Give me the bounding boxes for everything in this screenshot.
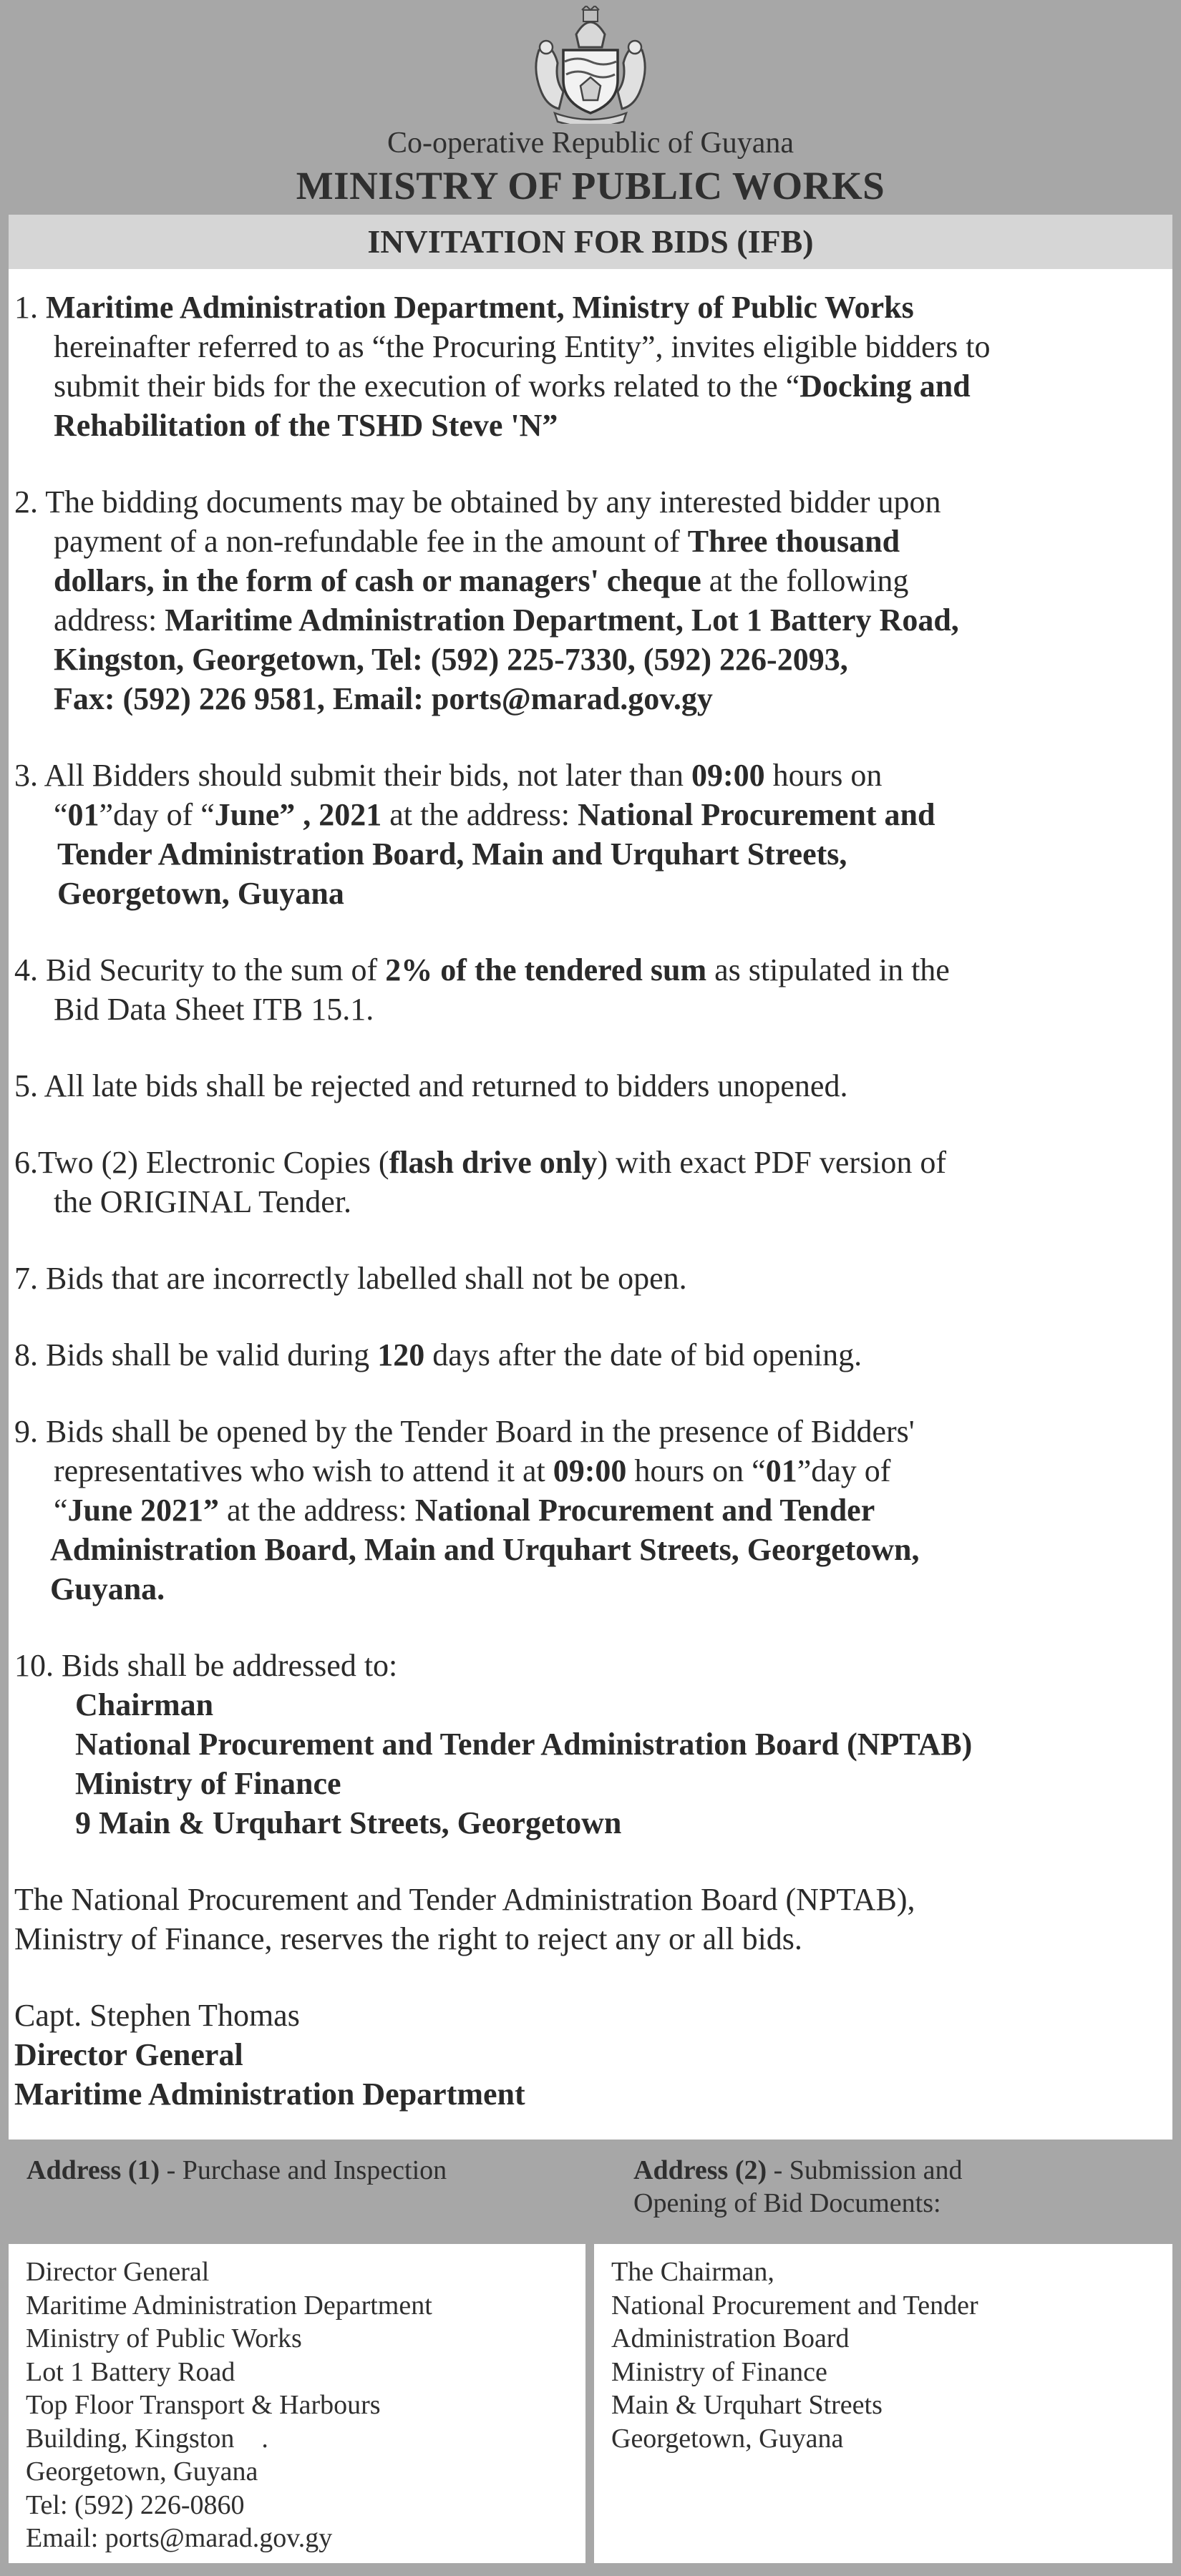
item-text: days after the date of bid opening. (424, 1337, 862, 1372)
address-line: Lot 1 Battery Road (26, 2356, 235, 2387)
item-text: Bids shall be addressed to: (62, 1648, 398, 1683)
address-2-label: Address (2) (633, 2155, 767, 2185)
item-text: Georgetown, Guyana (57, 876, 344, 911)
reservation-line: Ministry of Finance, reserves the right to reject any or all bids. (14, 1921, 802, 1956)
addressee-line: Ministry of Finance (75, 1766, 341, 1801)
item-text: All Bidders should submit their bids, not later than (44, 758, 691, 793)
item-text: “ (54, 1493, 68, 1528)
item-number: 6. (14, 1145, 38, 1180)
item-text: address: (54, 602, 165, 638)
item-text: Bids shall be opened by the Tender Board in the presence of Bidders' (46, 1414, 915, 1449)
reservation-statement (14, 1880, 1164, 1958)
address-line: Tel: (592) 226-0860 (26, 2489, 245, 2520)
item-text: at the address: (219, 1493, 415, 1528)
address-2-caption: Opening of Bid Documents: (633, 2188, 941, 2218)
address-2-heading (633, 2154, 963, 2220)
item-text: The bidding documents may be obtained by any interested bidder upon (45, 484, 941, 519)
item-4 (14, 950, 1164, 1029)
header (0, 0, 1181, 215)
address-line: Main & Urquhart Streets (611, 2390, 883, 2420)
coat-of-arms-icon (526, 6, 655, 124)
item-6 (14, 1143, 1164, 1221)
item-number: 10. (14, 1648, 54, 1683)
item-text: at the following (701, 563, 909, 598)
item-number: 9. (14, 1414, 38, 1449)
item-text: Tender Administration Board, Main and Urquhart Streets, (57, 836, 847, 872)
address-1-caption: - Purchase and Inspection (160, 2155, 447, 2185)
item-8 (14, 1335, 1164, 1375)
item-text: 120 (377, 1337, 425, 1372)
item-text: Guyana. (50, 1571, 165, 1606)
signatory-department: Maritime Administration Department (14, 2077, 525, 2112)
item-text: ) with exact PDF version of (597, 1145, 947, 1180)
item-number: 5. (14, 1068, 38, 1103)
item-number: 1. (14, 290, 38, 325)
item-text: Three thousand (687, 524, 900, 559)
item-text: submit their bids for the execution of works related to the “ (54, 369, 800, 404)
item-number: 3. (14, 758, 38, 793)
item-text: Fax: (592) 226 9581, Email: ports@marad.gov.gy (54, 681, 713, 716)
address-line: Email: ports@marad.gov.gy (26, 2523, 333, 2553)
item-1 (14, 288, 1164, 445)
address-line: Ministry of Finance (611, 2356, 827, 2387)
item-text: hours on “ (626, 1453, 766, 1488)
addressee-line: Chairman (75, 1687, 214, 1722)
document-title: INVITATION FOR BIDS (IFB) (9, 215, 1172, 269)
item-number: 7. (14, 1261, 38, 1296)
item-text: as stipulated in the (706, 952, 950, 987)
item-7 (14, 1259, 1164, 1298)
item-text: hours on (764, 758, 883, 793)
address-2-caption: - Submission and (767, 2155, 963, 2185)
item-text: flash drive only (389, 1145, 598, 1180)
notice-body (9, 269, 1172, 2140)
ministry-name: MINISTRY OF PUBLIC WORKS (296, 164, 885, 208)
address-line: The Chairman, (611, 2257, 774, 2287)
item-text: ”day of (797, 1453, 891, 1488)
address-line: Administration Board (611, 2323, 850, 2353)
item-10 (14, 1646, 1164, 1843)
item-text: Bid Security to the sum of (46, 952, 386, 987)
item-text: at the address: (381, 797, 578, 832)
addresses-section (0, 2140, 1181, 2576)
item-text: 01 (67, 797, 99, 832)
item-text: 2% of the tendered sum (385, 952, 707, 987)
item-text: “ (54, 797, 68, 832)
addressee-line: 9 Main & Urquhart Streets, Georgetown (75, 1805, 622, 1840)
item-text: Two (2) Electronic Copies ( (38, 1145, 389, 1180)
item-text: Kingston, Georgetown, Tel: (592) 225-7330, (592) 226-2093, (54, 642, 848, 677)
item-text: Maritime Administration Department, Ministry of Public Works (46, 290, 914, 325)
item-text: hereinafter referred to as “the Procuring Entity”, invites eligible bidders to (54, 329, 991, 364)
notice-content (14, 288, 1164, 2151)
item-text: Bids shall be valid during (46, 1337, 378, 1372)
item-text: Administration Board, Main and Urquhart Streets, Georgetown, (50, 1532, 920, 1567)
item-text: 01 (765, 1453, 797, 1488)
reservation-line: The National Procurement and Tender Administration Board (NPTAB), (14, 1882, 915, 1917)
item-text: Rehabilitation of the TSHD Steve 'N” (54, 408, 558, 443)
item-text: the ORIGINAL Tender. (54, 1184, 352, 1219)
item-text: payment of a non-refundable fee in the amount of (54, 524, 688, 559)
item-text: June” , 2021 (214, 797, 382, 832)
item-number: 4. (14, 952, 38, 987)
signature-block (14, 1996, 1164, 2114)
item-text: All late bids shall be rejected and returned to bidders unopened. (44, 1068, 848, 1103)
address-line: Georgetown, Guyana (611, 2423, 844, 2454)
address-1-heading (26, 2154, 447, 2187)
address-2-box (594, 2244, 1172, 2563)
item-text: representatives who wish to attend it at (54, 1453, 553, 1488)
item-text: Maritime Administration Department, Lot 1 Battery Road, (165, 602, 959, 638)
item-2 (14, 482, 1164, 718)
address-line: Building, Kingston . (26, 2423, 268, 2454)
signatory-title: Director General (14, 2037, 243, 2072)
address-1-box (9, 2244, 585, 2563)
item-text: National Procurement and Tender (414, 1493, 875, 1528)
signatory-name: Capt. Stephen Thomas (14, 1998, 300, 2033)
item-3 (14, 756, 1164, 913)
address-1-label: Address (1) (26, 2155, 160, 2185)
item-text: 09:00 (553, 1453, 627, 1488)
address-line: Ministry of Public Works (26, 2323, 302, 2353)
republic-name: Co-operative Republic of Guyana (387, 127, 794, 160)
address-line: National Procurement and Tender (611, 2290, 978, 2321)
item-text: dollars, in the form of cash or managers' cheque (54, 563, 701, 598)
address-line: Top Floor Transport & Harbours (26, 2390, 381, 2420)
item-text: ”day of “ (99, 797, 215, 832)
item-text: June 2021” (67, 1493, 220, 1528)
item-5 (14, 1066, 1164, 1106)
item-text: National Procurement and (577, 797, 935, 832)
item-9 (14, 1412, 1164, 1609)
address-line: Georgetown, Guyana (26, 2457, 258, 2487)
item-number: 2. (14, 484, 38, 519)
item-text: Docking and (800, 369, 971, 404)
item-text: Bid Data Sheet ITB 15.1. (54, 992, 374, 1027)
addressee-line: National Procurement and Tender Administration Board (NPTAB) (75, 1727, 973, 1762)
address-line: Maritime Administration Department (26, 2290, 432, 2321)
item-text: 09:00 (691, 758, 765, 793)
item-text: Bids that are incorrectly labelled shall not be open. (46, 1261, 687, 1296)
address-line: Director General (26, 2257, 210, 2287)
item-number: 8. (14, 1337, 38, 1372)
